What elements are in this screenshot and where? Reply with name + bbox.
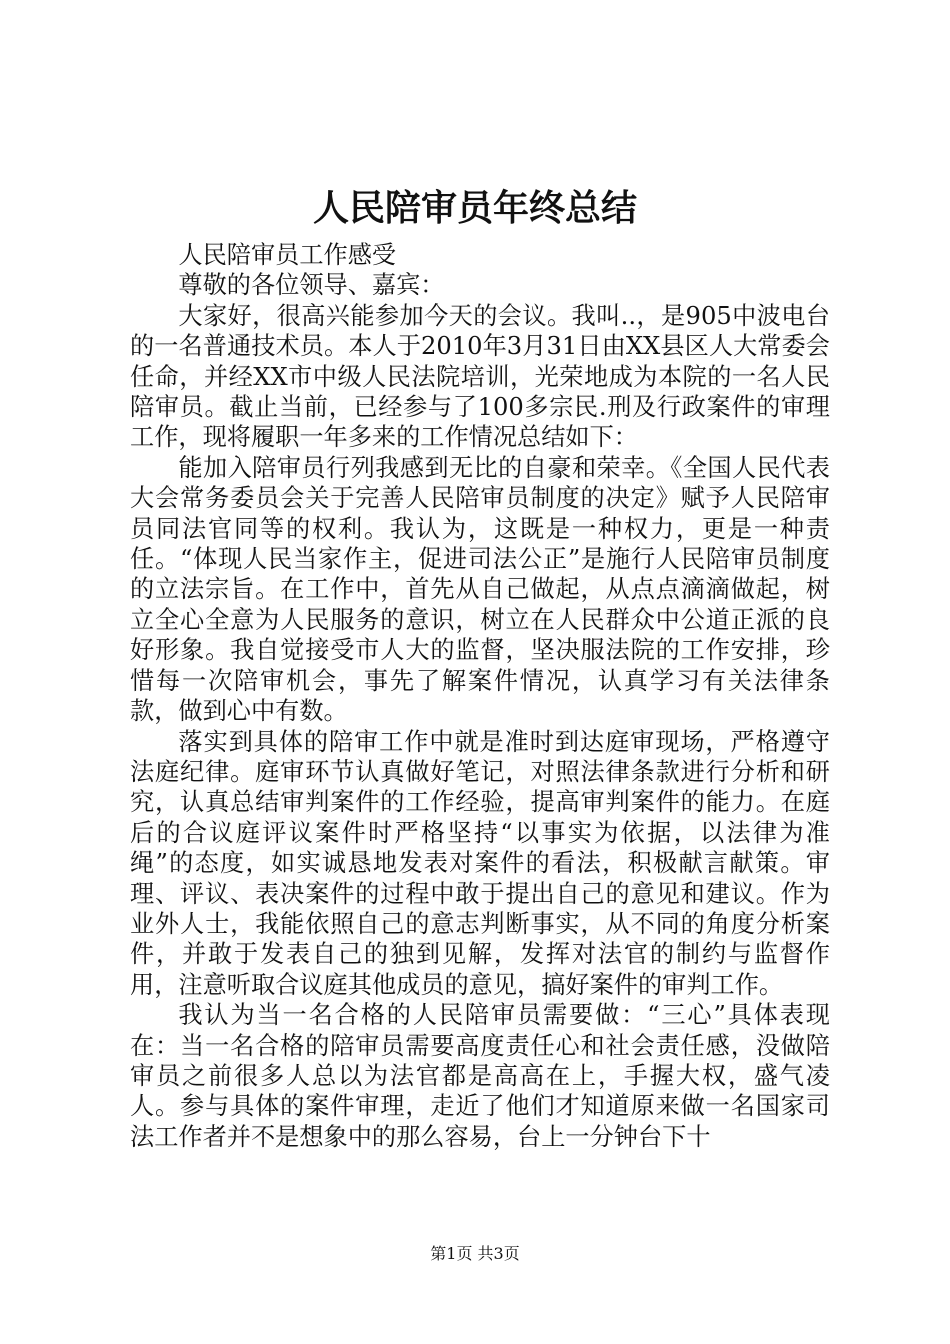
page-number-indicator: 第1页 共3页	[430, 1244, 520, 1263]
page-footer	[0, 1244, 950, 1264]
paragraph-introduction: 大家好，很高兴能参加今天的会议。我叫..，是905中波电台的一名普通技术员。本人于2010年3月31日由XX县区人大常委会任命，并经XX市中级人民法院培训，光荣地成为本院的一名人民陪审员。截止当前，已经参与了100多宗民.刑及行政案件的审理工作，现将履职一年多来的工作情况总结如下：	[130, 301, 830, 452]
paragraph-subtitle: 人民陪审员工作感受	[178, 241, 397, 269]
document-body	[130, 240, 830, 1152]
page-title: 人民陪审员年终总结	[312, 188, 637, 229]
paragraph-work-practice: 落实到具体的陪审工作中就是准时到达庭审现场，严格遵守法庭纪律。庭审环节认真做好笔记，对照法律条款进行分析和研究，认真总结审判案件的工作经验，提高审判案件的能力。在庭后的合议庭评议案件时严格坚持“以事实为依据，以法律为准绳”的态度，如实诚恳地发表对案件的看法，积极献言献策。审理、评议、表决案件的过程中敢于提出自己的意见和建议。作为业外人士，我能依照自己的意志判断事实，从不同的角度分析案件，并敢于发表自己的独到见解，发挥对法官的制约与监督作用，注意听取合议庭其他成员的意见，搞好案件的审判工作。	[130, 727, 830, 999]
paragraph-three-hearts: 我认为当一名合格的人民陪审员需要做：“三心”具体表现在：当一名合格的陪审员需要高度责任心和社会责任感，没做陪审员之前很多人总以为法官都是高高在上，手握大权，盛气凌人。参与具体的案件审理，走近了他们才知道原来做一名国家司法工作者并不是想象中的那么容易，台上一分钟台下十	[130, 1001, 830, 1151]
paragraph-honor: 能加入陪审员行列我感到无比的自豪和荣幸。《全国人民代表大会常务委员会关于完善人民陪审员制度的决定》赋予人民陪审员同法官同等的权利。我认为，这既是一种权力，更是一种责任。“体现人民当家作主，促进司法公正”是施行人民陪审员制度的立法宗旨。在工作中，首先从自己做起，从点点滴滴做起，树立全心全意为人民服务的意识，树立在人民群众中公道正派的良好形象。我自觉接受市人大的监督，坚决服法院的工作安排，珍惜每一次陪审机会，事先了解案件情况，认真学习有关法律条款，做到心中有数。	[130, 453, 830, 726]
paragraph-salutation: 尊敬的各位领导、嘉宾：	[178, 271, 445, 300]
